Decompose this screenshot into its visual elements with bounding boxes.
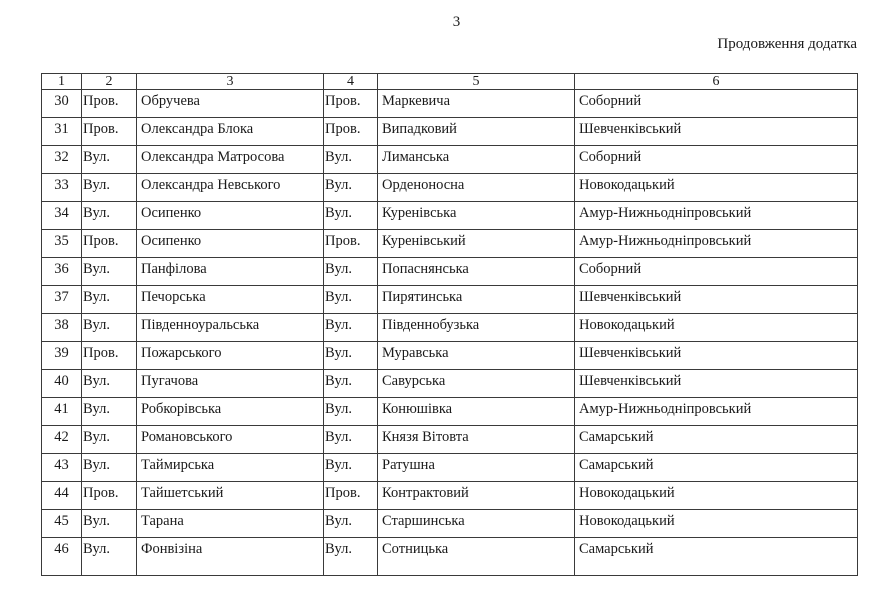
- district-name: Шевченківський: [575, 370, 858, 398]
- new-street-name: Південнобузька: [378, 314, 575, 342]
- old-street-type: Вул.: [82, 314, 137, 342]
- old-street-name: Олександра Невського: [137, 174, 324, 202]
- old-street-name: Романовського: [137, 426, 324, 454]
- old-street-name: Пугачова: [137, 370, 324, 398]
- column-header: 6: [575, 74, 858, 90]
- table-row: [42, 454, 858, 482]
- old-street-name: Південноуральська: [137, 314, 324, 342]
- row-number: 33: [42, 174, 82, 202]
- old-street-type: Пров.: [82, 230, 137, 258]
- continuation-label: Продовження додатка: [717, 36, 857, 52]
- new-street-type: Вул.: [324, 370, 378, 398]
- new-street-type: Вул.: [324, 510, 378, 538]
- row-number: 30: [42, 90, 82, 118]
- new-street-name: Попаснянська: [378, 258, 575, 286]
- new-street-type: Вул.: [324, 258, 378, 286]
- district-name: Шевченківський: [575, 342, 858, 370]
- renaming-table: [41, 73, 858, 576]
- old-street-type: Вул.: [82, 398, 137, 426]
- old-street-type: Вул.: [82, 454, 137, 482]
- district-name: Соборний: [575, 146, 858, 174]
- new-street-type: Вул.: [324, 426, 378, 454]
- old-street-type: Вул.: [82, 370, 137, 398]
- old-street-type: Вул.: [82, 426, 137, 454]
- old-street-type: Вул.: [82, 202, 137, 230]
- new-street-type: Вул.: [324, 538, 378, 576]
- old-street-type: Пров.: [82, 342, 137, 370]
- old-street-name: Тарана: [137, 510, 324, 538]
- district-name: Соборний: [575, 258, 858, 286]
- table-row: [42, 370, 858, 398]
- new-street-type: Вул.: [324, 146, 378, 174]
- new-street-name: Князя Вітовта: [378, 426, 575, 454]
- new-street-type: Вул.: [324, 174, 378, 202]
- new-street-name: Маркевича: [378, 90, 575, 118]
- table-row: [42, 118, 858, 146]
- table-row: [42, 258, 858, 286]
- district-name: Амур-Нижньодніпровський: [575, 230, 858, 258]
- row-number: 37: [42, 286, 82, 314]
- table-row: [42, 174, 858, 202]
- row-number: 35: [42, 230, 82, 258]
- district-name: Самарський: [575, 538, 858, 576]
- old-street-name: Осипенко: [137, 202, 324, 230]
- new-street-type: Вул.: [324, 454, 378, 482]
- table-row: [42, 146, 858, 174]
- table-row: [42, 510, 858, 538]
- old-street-type: Вул.: [82, 258, 137, 286]
- new-street-type: Пров.: [324, 482, 378, 510]
- table-row: [42, 482, 858, 510]
- row-number: 40: [42, 370, 82, 398]
- district-name: Самарський: [575, 454, 858, 482]
- old-street-name: Панфілова: [137, 258, 324, 286]
- old-street-type: Вул.: [82, 538, 137, 576]
- district-name: Шевченківський: [575, 286, 858, 314]
- new-street-type: Вул.: [324, 286, 378, 314]
- district-name: Шевченківський: [575, 118, 858, 146]
- district-name: Новокодацький: [575, 482, 858, 510]
- column-header: 5: [378, 74, 575, 90]
- row-number: 42: [42, 426, 82, 454]
- new-street-type: Пров.: [324, 118, 378, 146]
- district-name: Амур-Нижньодніпровський: [575, 398, 858, 426]
- new-street-name: Контрактовий: [378, 482, 575, 510]
- district-name: Амур-Нижньодніпровський: [575, 202, 858, 230]
- new-street-name: Куренівська: [378, 202, 575, 230]
- old-street-type: Пров.: [82, 482, 137, 510]
- row-number: 39: [42, 342, 82, 370]
- row-number: 46: [42, 538, 82, 576]
- table-row: [42, 398, 858, 426]
- column-header: 2: [82, 74, 137, 90]
- new-street-type: Пров.: [324, 90, 378, 118]
- table-row: [42, 342, 858, 370]
- new-street-type: Вул.: [324, 314, 378, 342]
- new-street-name: Муравська: [378, 342, 575, 370]
- old-street-name: Печорська: [137, 286, 324, 314]
- old-street-type: Вул.: [82, 146, 137, 174]
- old-street-name: Робкорівська: [137, 398, 324, 426]
- district-name: Самарський: [575, 426, 858, 454]
- new-street-name: Савурська: [378, 370, 575, 398]
- row-number: 41: [42, 398, 82, 426]
- old-street-name: Олександра Матросова: [137, 146, 324, 174]
- table-row: [42, 286, 858, 314]
- new-street-type: Пров.: [324, 230, 378, 258]
- old-street-type: Вул.: [82, 174, 137, 202]
- new-street-type: Вул.: [324, 398, 378, 426]
- old-street-name: Пожарського: [137, 342, 324, 370]
- old-street-name: Таймирська: [137, 454, 324, 482]
- old-street-type: Пров.: [82, 118, 137, 146]
- district-name: Новокодацький: [575, 510, 858, 538]
- old-street-type: Пров.: [82, 90, 137, 118]
- old-street-type: Вул.: [82, 286, 137, 314]
- new-street-name: Куренівський: [378, 230, 575, 258]
- table-row: [42, 538, 858, 576]
- row-number: 38: [42, 314, 82, 342]
- row-number: 43: [42, 454, 82, 482]
- row-number: 32: [42, 146, 82, 174]
- old-street-name: Обручева: [137, 90, 324, 118]
- district-name: Новокодацький: [575, 314, 858, 342]
- row-number: 44: [42, 482, 82, 510]
- old-street-name: Фонвізіна: [137, 538, 324, 576]
- row-number: 34: [42, 202, 82, 230]
- new-street-type: Вул.: [324, 202, 378, 230]
- new-street-name: Старшинська: [378, 510, 575, 538]
- old-street-name: Олександра Блока: [137, 118, 324, 146]
- row-number: 31: [42, 118, 82, 146]
- table-body: [42, 90, 858, 576]
- row-number: 36: [42, 258, 82, 286]
- table-row: [42, 90, 858, 118]
- new-street-name: Конюшівка: [378, 398, 575, 426]
- column-header: 3: [137, 74, 324, 90]
- new-street-name: Пирятинська: [378, 286, 575, 314]
- old-street-name: Осипенко: [137, 230, 324, 258]
- new-street-type: Вул.: [324, 342, 378, 370]
- table-row: [42, 314, 858, 342]
- old-street-name: Тайшетський: [137, 482, 324, 510]
- table-row: [42, 202, 858, 230]
- old-street-type: Вул.: [82, 510, 137, 538]
- table-row: [42, 230, 858, 258]
- new-street-name: Лиманська: [378, 146, 575, 174]
- column-header: 1: [42, 74, 82, 90]
- new-street-name: Випадковий: [378, 118, 575, 146]
- column-number-row: [42, 74, 858, 90]
- new-street-name: Ратушна: [378, 454, 575, 482]
- district-name: Соборний: [575, 90, 858, 118]
- table-row: [42, 426, 858, 454]
- row-number: 45: [42, 510, 82, 538]
- column-header: 4: [324, 74, 378, 90]
- new-street-name: Орденоносна: [378, 174, 575, 202]
- page-number: 3: [452, 14, 461, 30]
- district-name: Новокодацький: [575, 174, 858, 202]
- new-street-name: Сотницька: [378, 538, 575, 576]
